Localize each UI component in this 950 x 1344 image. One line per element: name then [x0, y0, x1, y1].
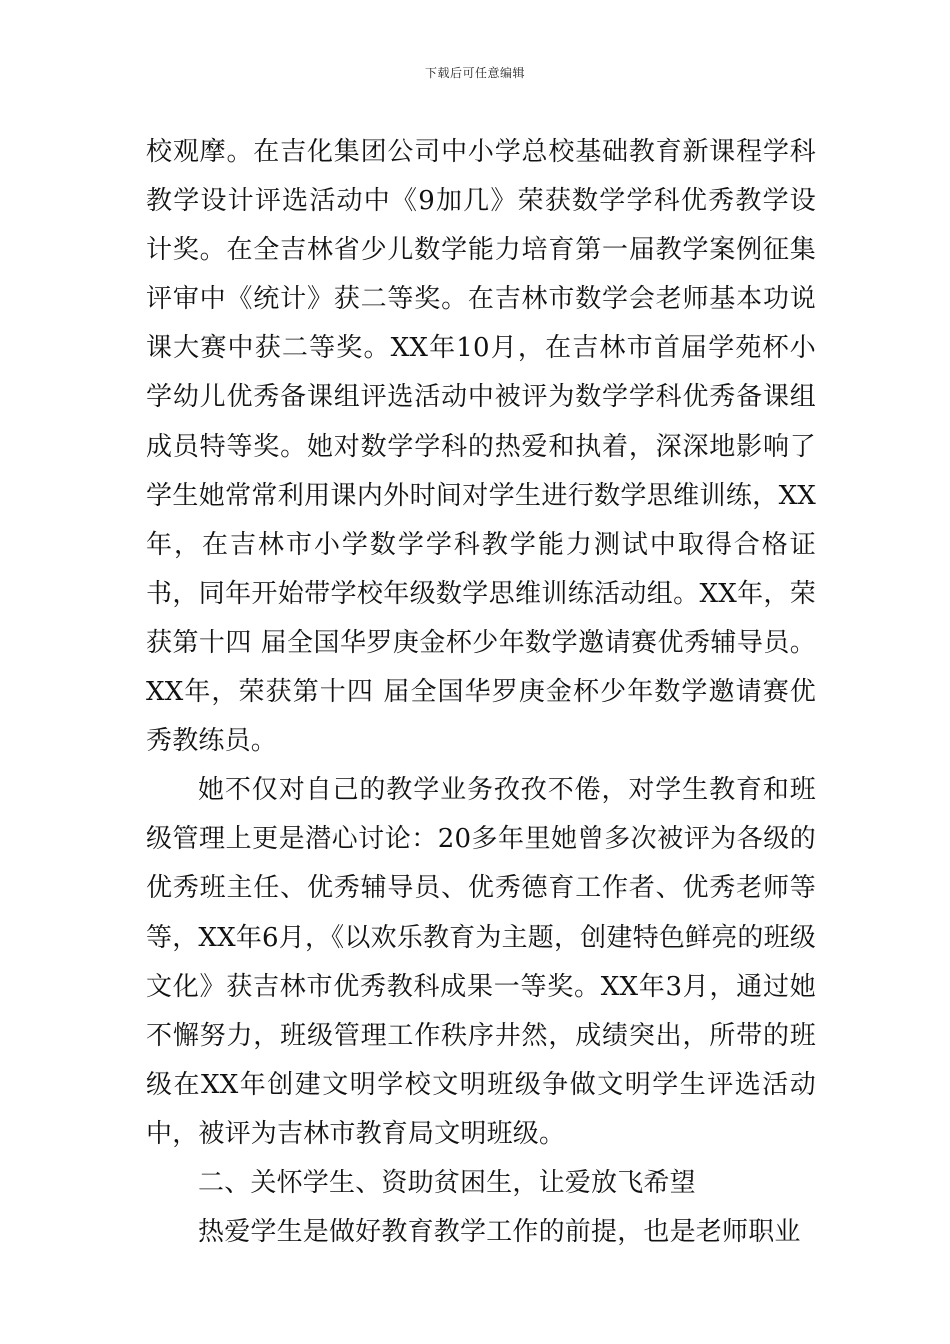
document-body [146, 128, 816, 1257]
page-header-note: 下载后可任意编辑 [424, 66, 525, 80]
section-heading-care-for-students: 二、关怀学生、资助贫困生，让爱放飞希望 [198, 1167, 696, 1198]
paragraph-class-management: 她不仅对自己的教学业务孜孜不倦，对学生教育和班级管理上更是潜心讨论：20多年里她曾多次被评为各级的优秀班主任、优秀辅导员、优秀德育工作者、优秀老师等等，XX年6月，《以欢乐教育为主题，创建特色鲜亮的班级文化》获吉林市优秀教科成果一等奖。XX年3月，通过她不懈努力，班级管理工作秩序井然，成绩突出，所带的班级在XX年创建文明学校文明班级争做文明学生评选活动中，被评为吉林市教育局文明班级。 [146, 775, 816, 1149]
paragraph-love-students: 热爱学生是做好教育教学工作的前提，也是老师职业 [198, 1217, 801, 1248]
paragraph-awards: 校观摩。在吉化集团公司中小学总校基础教育新课程学科教学设计评选活动中《9加几》荣获数学学科优秀教学设计奖。在全吉林省少儿数学能力培育第一届教学案例征集评审中《统计》获二等奖。在吉林市数学会老师基本功说课大赛中获二等奖。XX年10月，在吉林市首届学苑杯小学幼儿优秀备课组评选活动中被评为数学学科优秀备课组成员特等奖。她对数学学科的热爱和执着，深深地影响了学生她常常利用课内外时间对学生进行数学思维训练，XX年，在吉林市小学数学学科教学能力测试中取得合格证书，同年开始带学校年级数学思维训练活动组。XX年，荣获第十四 届全国华罗庚金杯少年数学邀请赛优秀辅导员。XX年，荣获第十四 届全国华罗庚金杯少年数学邀请赛优秀教练员。 [146, 137, 816, 757]
